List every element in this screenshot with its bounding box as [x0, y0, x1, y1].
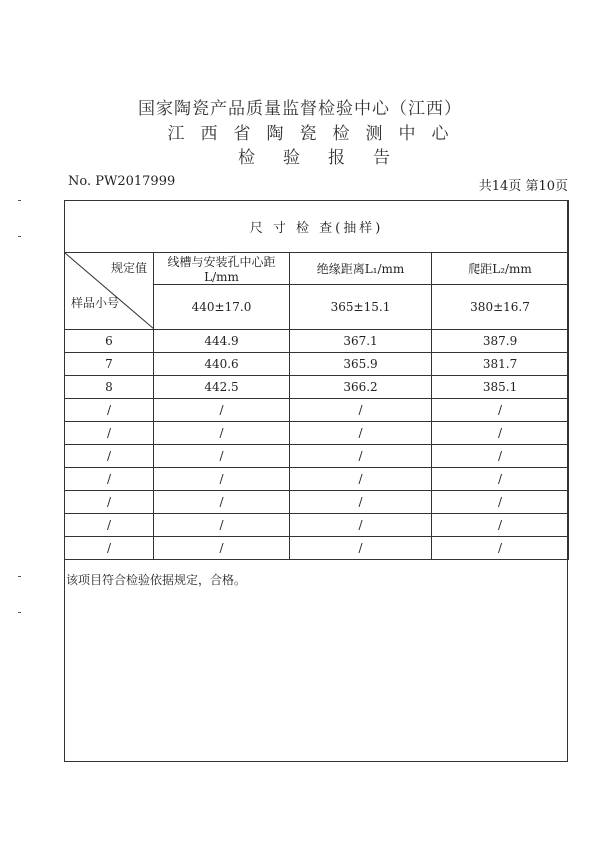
table-cell: 6 — [65, 330, 154, 353]
column-header: 绝缘距离L₁/mm — [290, 253, 432, 285]
requirement-cell: 440±17.0 — [154, 285, 290, 330]
table-row — [65, 399, 569, 422]
table-row — [65, 445, 569, 468]
table-cell: / — [154, 514, 290, 537]
table-cell: / — [432, 537, 569, 560]
diagonal-header-cell — [65, 253, 154, 330]
table-cell: / — [290, 399, 432, 422]
table-row — [65, 491, 569, 514]
section-title: 尺 寸 检 查(抽样) — [65, 201, 569, 253]
dimension-table — [64, 200, 569, 560]
table-cell: 365.9 — [290, 353, 432, 376]
table-cell: / — [65, 468, 154, 491]
table-cell: 444.9 — [154, 330, 290, 353]
column-header: 爬距L₂/mm — [432, 253, 569, 285]
report-number: No. PW2017999 — [68, 174, 176, 189]
table-cell: 385.1 — [432, 376, 569, 399]
table-cell: 7 — [65, 353, 154, 376]
table-cell: 367.1 — [290, 330, 432, 353]
table-cell: / — [290, 491, 432, 514]
table-row — [65, 537, 569, 560]
table-cell: / — [290, 468, 432, 491]
binding-mark — [18, 576, 21, 577]
table-cell: / — [65, 445, 154, 468]
table-row — [65, 422, 569, 445]
table-cell: / — [65, 399, 154, 422]
table-cell: / — [432, 399, 569, 422]
requirement-cell: 380±16.7 — [432, 285, 569, 330]
table-row — [65, 514, 569, 537]
table-cell: 8 — [65, 376, 154, 399]
binding-mark — [18, 612, 21, 613]
table-cell: / — [290, 422, 432, 445]
sample-no-label: 样品小号 — [71, 296, 120, 310]
binding-mark — [18, 236, 21, 237]
requirement-cell: 365±15.1 — [290, 285, 432, 330]
table-cell: / — [154, 422, 290, 445]
table-cell: / — [290, 445, 432, 468]
table-cell: / — [154, 468, 290, 491]
table-cell: / — [65, 514, 154, 537]
table-cell: / — [432, 445, 569, 468]
table-cell: 442.5 — [154, 376, 290, 399]
table-cell: / — [65, 422, 154, 445]
table-cell: / — [432, 514, 569, 537]
spec-label: 规定值 — [110, 261, 147, 275]
table-cell: / — [154, 491, 290, 514]
center-name: 江西省陶瓷检测中心 — [167, 124, 465, 144]
table-row — [65, 376, 569, 399]
table-cell: / — [154, 445, 290, 468]
table-row — [65, 330, 569, 353]
table-cell: 440.6 — [154, 353, 290, 376]
table-cell: / — [290, 514, 432, 537]
page-info: 共14页 第10页 — [478, 179, 568, 194]
column-header: 线槽与安装孔中心距L/mm — [154, 253, 290, 285]
table-cell: / — [154, 537, 290, 560]
table-cell: / — [432, 468, 569, 491]
table-cell: / — [154, 399, 290, 422]
table-cell: 366.2 — [290, 376, 432, 399]
conclusion-text: 该项目符合检验依据规定，合格。 — [66, 573, 247, 587]
binding-mark — [18, 200, 21, 201]
table-cell: / — [290, 537, 432, 560]
report-title: 检验报告 — [238, 148, 418, 168]
table-cell: / — [65, 537, 154, 560]
table-cell: 381.7 — [432, 353, 569, 376]
table-cell: / — [432, 491, 569, 514]
table-cell: 387.9 — [432, 330, 569, 353]
lab-name: 国家陶瓷产品质量监督检验中心（江西） — [138, 99, 462, 119]
table-cell: / — [65, 491, 154, 514]
table-cell: / — [432, 422, 569, 445]
table-row — [65, 353, 569, 376]
table-row — [65, 468, 569, 491]
